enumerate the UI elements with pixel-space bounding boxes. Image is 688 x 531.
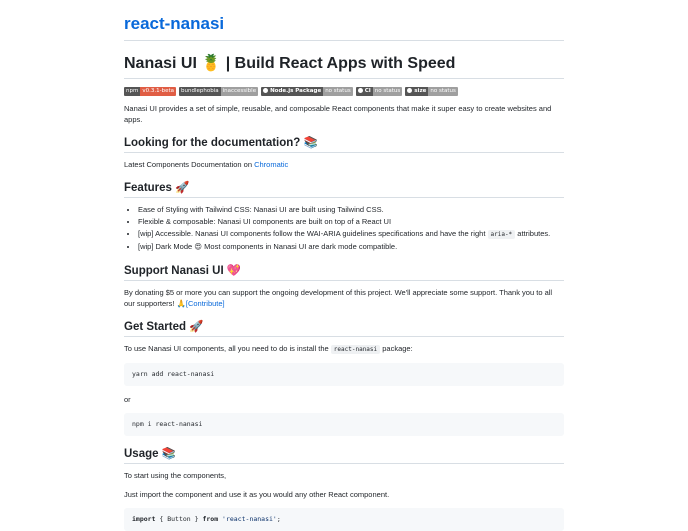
list-item [138,228,564,241]
package-code: react-nanasi [331,345,380,354]
ci-badge[interactable] [356,87,403,96]
github-icon [358,88,363,93]
intro-text: Nanasi UI provides a set of simple, reusable, and composable React components that make it super easy to create websites and apps. [124,104,552,124]
site-title[interactable]: react-nanasi [124,14,564,41]
aria-code: aria-* [488,230,516,239]
badge-value: no status [325,88,351,94]
yarn-code-block[interactable]: yarn add react-nanasi [124,363,564,386]
badge-label: Node.js Package [261,87,323,96]
badge-row [124,87,564,96]
badge-label: size [405,87,428,96]
list-item: • [wip] Dark Mode 😍 Most components in Nanasi UI are dark mode compatible. [138,241,564,253]
support-paragraph [124,287,564,309]
contribute-link[interactable]: [Contribute] [185,299,225,308]
npm-badge[interactable] [124,87,176,96]
code-keyword: import [132,515,156,523]
badge-value: no status [374,88,401,94]
features-heading: Features 🚀 [124,180,564,198]
badge-label: CI [356,87,373,96]
docs-heading: Looking for the documentation? 📚 [124,135,564,153]
usage-line-2: Just import the component and use it as you would any other React component. [124,490,390,499]
get-started-paragraph [124,343,564,355]
docs-text: Latest Components Documentation on [124,160,252,169]
usage-line-1: To start using the components, [124,471,227,480]
readme-page [124,0,564,531]
get-started-heading: Get Started 🚀 [124,319,564,337]
github-icon [407,88,412,93]
badge-value: v0.3.1-beta [142,88,174,94]
list-item: • Ease of Styling with Tailwind CSS: Nanasi UI are built using Tailwind CSS. [138,204,564,216]
nodejs-package-badge[interactable] [261,87,353,96]
github-icon [263,88,268,93]
badge-value: no status [430,88,456,94]
support-heading: Support Nanasi UI 💖 [124,263,564,281]
page-title: Nanasi UI 🍍 | Build React Apps with Speed [124,53,564,79]
usage-heading: Usage 📚 [124,446,564,464]
install-text: To use Nanasi UI components, all you need to do is install the [124,344,329,353]
import-code-block[interactable] [124,508,564,531]
code-semicolon: ; [276,515,281,523]
list-item: • Flexible & composable: Nanasi UI components are built on top of a React UI [138,216,564,228]
docs-paragraph [124,159,564,170]
chromatic-link[interactable]: Chromatic [254,160,289,169]
feature-suffix: attributes. [517,229,551,238]
code-keyword: from [202,515,219,523]
code-braces: { Button } [159,515,199,523]
badge-value: inaccessible [222,88,257,94]
install-suffix: package: [382,344,413,353]
or-text: or [124,395,131,404]
badge-label: npm [126,88,139,94]
badge-label: bundlephobia [180,88,219,94]
bundlephobia-badge[interactable] [179,87,258,96]
code-string: 'react-nanasi' [222,515,277,523]
size-badge[interactable] [405,87,458,96]
features-list [124,204,564,253]
npm-code-block[interactable]: npm i react-nanasi [124,413,564,436]
feature-text: [wip] Accessible. Nanasi UI components follow the WAI-ARIA guidelines specifications and have the right [138,229,486,238]
support-text: By donating $5 or more you can support the ongoing development of this project. We'll appreciate some support. Thank you to all our supporters! 🙏 [124,288,553,308]
